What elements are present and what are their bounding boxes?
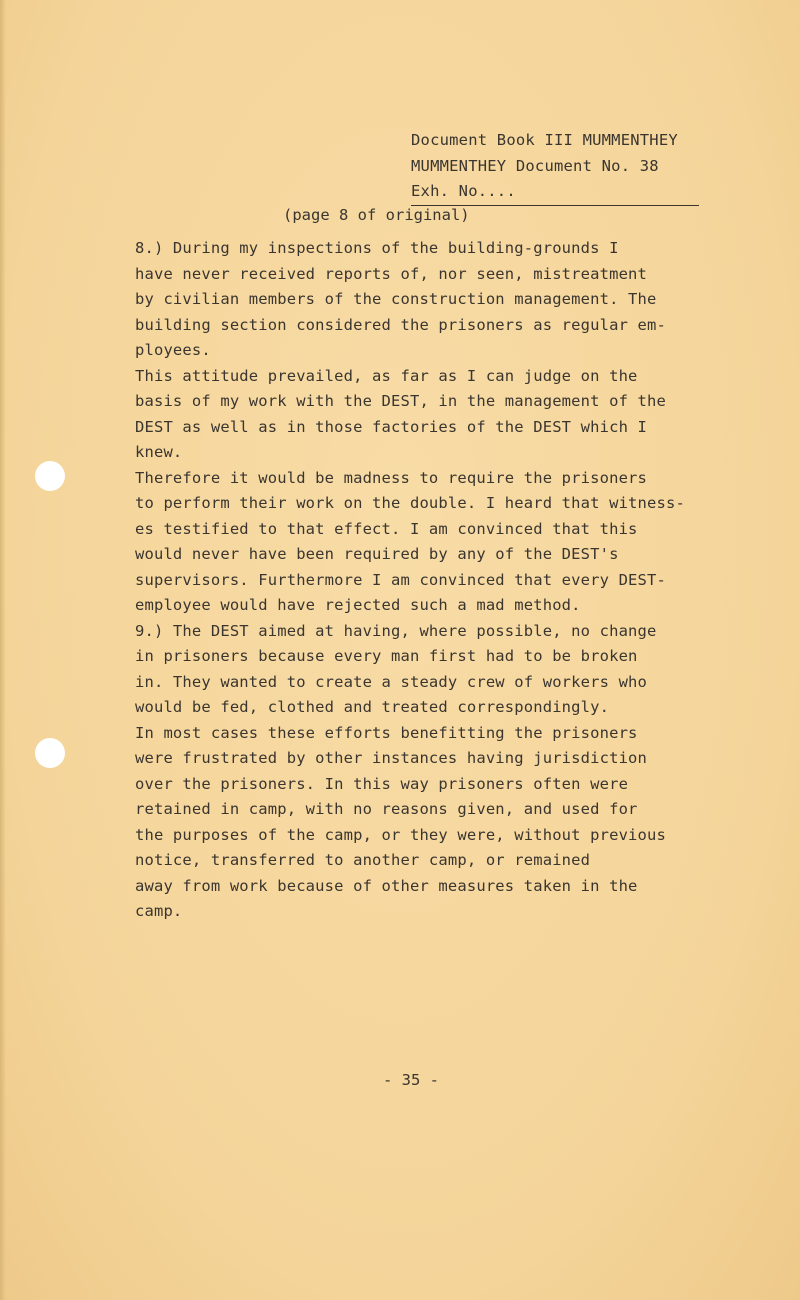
body-text-line: Therefore it would be madness to require the prisoners [135, 468, 648, 487]
body-text-line: away from work because of other measures taken in the [135, 876, 638, 895]
body-text-line: in. They wanted to create a steady crew of workers who [135, 672, 648, 691]
body-text-line: In most cases these efforts benefitting the prisoners [135, 723, 638, 742]
body-text-line: retained in camp, with no reasons given, and used for [135, 800, 638, 818]
body-text-line: by civilian members of the construction management. The [135, 290, 657, 308]
punch-hole-top [35, 461, 65, 491]
body-text-line: This attitude prevailed, as far as I can judge on the [135, 366, 638, 385]
body-text-line: camp. [135, 902, 183, 920]
body-text-line: basis of my work with the DEST, in the management of the [135, 392, 666, 410]
body-text-line: supervisors. Furthermore I am convinced that every DEST- [135, 570, 666, 589]
body-text-line: 8.) During my inspections of the building-grounds I [135, 239, 619, 257]
body-text-line: were frustrated by other instances having jurisdiction [135, 749, 648, 767]
body-text-line: DEST as well as in those factories of the DEST which I [135, 417, 648, 436]
body-text-line: employee would have rejected such a mad method. [135, 596, 581, 614]
original-page-reference: (page 8 of original) [283, 206, 470, 224]
body-text-line: building section considered the prisoners as regular em- [135, 315, 666, 334]
page-edge-shadow [0, 0, 6, 1300]
body-text-line: to perform their work on the double. I heard that witness- [135, 494, 685, 512]
punch-hole-bottom [35, 738, 65, 768]
body-text-line: over the prisoners. In this way prisoners often were [135, 774, 629, 793]
body-text-line: in prisoners because every man first had to be broken [135, 647, 638, 665]
header-document-book: Document Book III MUMMENTHEY [411, 131, 678, 149]
body-text-line: ployees. [135, 341, 211, 359]
body-text-line: would be fed, clothed and treated correspondingly. [135, 698, 610, 716]
header-document-number: MUMMENTHEY Document No. 38 [411, 156, 659, 175]
document-header [411, 128, 699, 206]
body-text-line: knew. [135, 443, 183, 461]
body-text-line: would never have been required by any of the DEST's [135, 545, 619, 563]
body-text-line: the purposes of the camp, or they were, without previous [135, 825, 666, 844]
body-text-line: notice, transferred to another camp, or remained [135, 851, 591, 869]
body-text-line: 9.) The DEST aimed at having, where possible, no change [135, 621, 657, 640]
document-body [135, 236, 735, 925]
body-text-line: have never received reports of, nor seen, mistreatment [135, 264, 648, 283]
page-number: - 35 - [383, 1071, 439, 1089]
header-exhibit-number: Exh. No.... [411, 179, 699, 206]
body-text-line: es testified to that effect. I am convinced that this [135, 519, 638, 538]
